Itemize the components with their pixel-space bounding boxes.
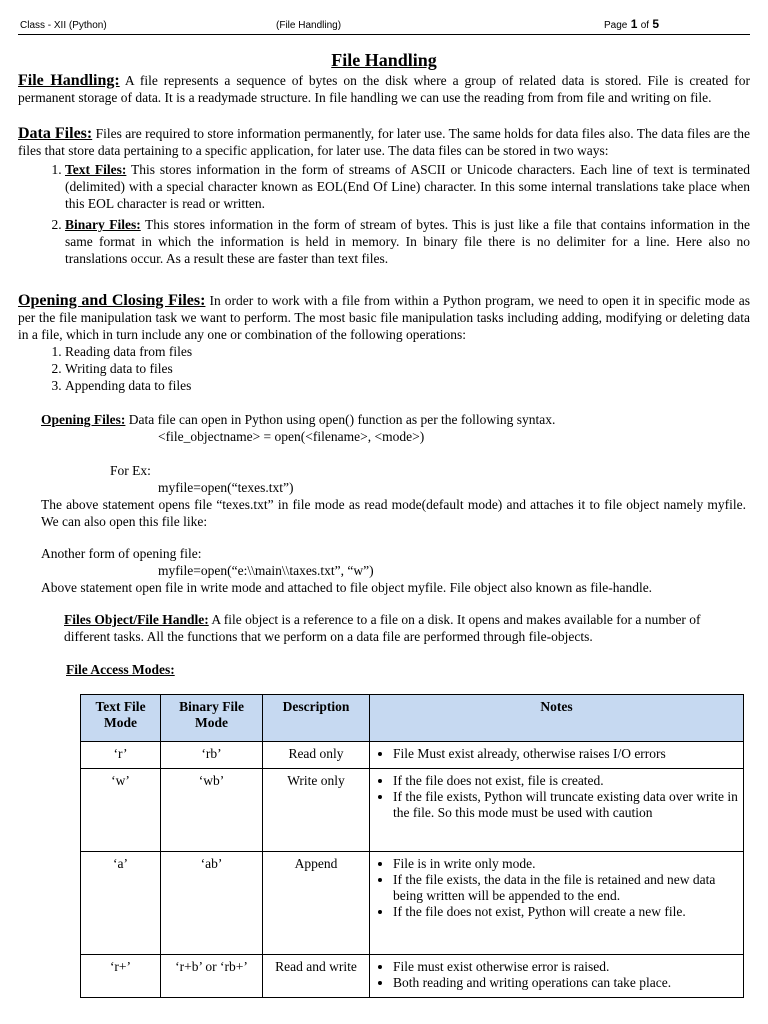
page-title: File Handling	[331, 50, 437, 70]
table-row: ‘r’ ‘rb’ Read only • File Must exist already, otherwise raises I/O errors	[81, 742, 744, 769]
table-header-row	[81, 695, 744, 742]
file-types-list	[18, 161, 750, 267]
access-modes-heading: File Access Modes:	[66, 662, 175, 677]
list-item: 1. Reading data from files	[65, 343, 750, 360]
data-files-heading: Data Files:	[18, 125, 93, 142]
example-code-2: myfile=open(“e:\\main\\taxes.txt”, “w”)	[158, 563, 374, 578]
class-label: Class - XII (Python)	[20, 20, 107, 31]
column-header: Description	[263, 695, 370, 742]
header-rule	[18, 34, 750, 35]
list-item: 1. Text Files: This stores information in the form of streams of ASCII or Unicode characters. Each line of text is terminated (delimited) with a special character known as EOL(End Of Line) character. In this some internal translations take place when this EOL character is read or written.	[65, 161, 750, 212]
access-modes-table	[80, 694, 744, 998]
table-row: ‘w’ ‘wb’ Write only • If the file does not exist, file is created. • If the file exists, Python will truncate existing data over write in the file. So this mode must be used with caution	[81, 769, 744, 852]
example-code-1: myfile=open(“texes.txt”)	[158, 480, 294, 495]
column-header: Binary File Mode	[161, 695, 263, 742]
example-explanation-2: Above statement open file in write mode and attached to file object myfile. File object also known as file-handle.	[41, 580, 653, 595]
table-row: ‘r+’ ‘r+b’ or ‘rb+’ Read and write • File must exist otherwise error is raised. • Both reading and writing operations can take place.	[81, 955, 744, 998]
open-close-text: In order to work with a file from within a Python program, we need to open it in specific mode as per the file manipulation task we want to perform. The most basic file manipulation tasks including adding, modifying or deleting data in a file, which in turn include any one or combination of the following operations:	[18, 293, 750, 342]
page-header	[0, 0, 768, 34]
page-indicator: Page 1 of 5	[604, 17, 660, 31]
intro-heading: File Handling:	[18, 72, 120, 89]
open-syntax: <file_objectname> = open(<filename>, <mode>)	[158, 429, 425, 444]
opening-files-heading: Opening Files:	[41, 412, 126, 427]
open-close-heading: Opening and Closing Files:	[18, 292, 206, 309]
for-example-label: For Ex:	[110, 463, 151, 478]
table-row: ‘a’ ‘ab’ Append • File is in write only mode. • If the file exists, the data in the file is retained and new data being written will be appended to the end. • If the file does not exist, Python will create a new file.	[81, 852, 744, 955]
file-object-paragraph: Files Object/File Handle: A file object is a reference to a file on a disk. It opens and makes available for a number of different tasks. All the functions that we perform on a data file are performed through file-objects.	[64, 612, 701, 644]
list-item: 3. Appending data to files	[65, 377, 750, 394]
intro-paragraph	[18, 72, 750, 106]
example-explanation-1: The above statement opens file “texes.txt” in file mode as read mode(default mode) and attaches it to file object namely myfile. We can also open this file like:	[41, 497, 746, 529]
data-files-text: Files are required to store information permanently, for later use. The same holds for data files also. The data files are the files that store data pertaining to a specific application, for later use. The data files can be stored in two ways:	[18, 126, 751, 158]
list-item: 2. Binary Files: This stores information in the form of stream of bytes. This is just like a file that contains information in the same format in which the information is held in memory. In binary file there is no delimiter for a line. Here also no translations occur. As a result these are faster than text files.	[65, 216, 750, 267]
opening-files-paragraph: Opening Files: Data file can open in Python using open() function as per the following syntax.	[41, 412, 556, 427]
open-close-section	[18, 292, 750, 394]
topic-label: (File Handling)	[276, 20, 342, 31]
list-item: 2. Writing data to files	[65, 360, 750, 377]
data-files-section	[18, 125, 750, 267]
column-header: Text File Mode	[81, 695, 161, 742]
column-header: Notes	[370, 695, 744, 742]
another-form-label: Another form of opening file:	[41, 546, 202, 561]
file-object-heading: Files Object/File Handle:	[64, 612, 209, 627]
intro-text: A file represents a sequence of bytes on the disk where a group of related data is stored. File is created for permanent storage of data. It is a readymade structure. In file handling we can use the reading from from file and writing on file.	[18, 73, 750, 105]
operations-list	[18, 343, 750, 394]
